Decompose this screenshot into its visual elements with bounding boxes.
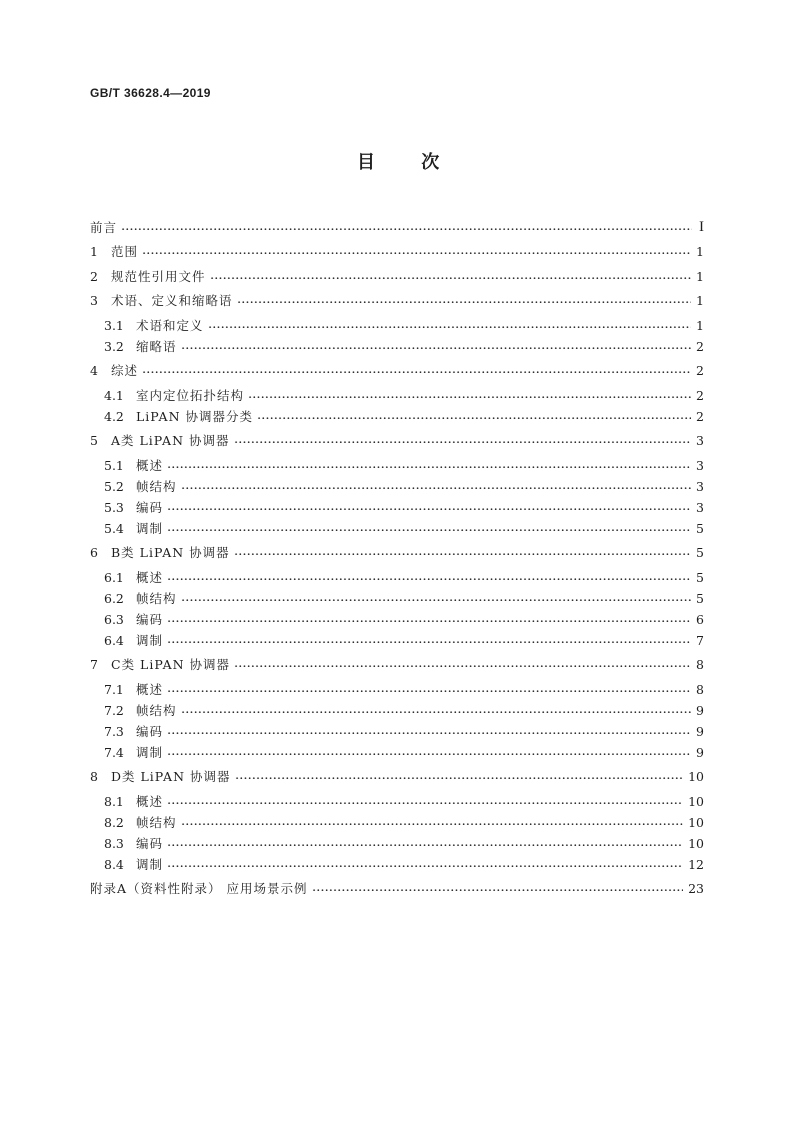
toc-entry-title: 编码: [136, 723, 164, 739]
toc-entry-6-3[interactable]: [90, 609, 704, 630]
leader-dots: [167, 679, 691, 700]
toc-entry-page: 5: [696, 545, 704, 560]
toc-entry-page: 5: [696, 520, 704, 536]
toc-entry-number: 4.2: [104, 408, 124, 424]
toc-entry-page: 3: [696, 499, 704, 515]
toc-entry-number: 7.2: [104, 702, 124, 718]
toc-entry-number: 5.3: [104, 499, 124, 515]
toc-entry-page: 23: [688, 881, 704, 896]
toc-entry-page: 9: [696, 744, 704, 760]
toc-entry-page: 12: [688, 856, 704, 872]
toc-entry-7[interactable]: [90, 654, 704, 675]
toc-entry-number: 8.1: [104, 793, 124, 809]
toc-entry-8[interactable]: [90, 766, 704, 787]
toc-entry-8-2[interactable]: [90, 812, 704, 833]
leader-dots: [142, 360, 691, 381]
toc-entry-title: 帧结构: [136, 702, 177, 718]
toc-entry-number: 8.2: [104, 814, 124, 830]
leader-dots: [237, 290, 692, 311]
toc-entry-number: 8.4: [104, 856, 124, 872]
toc-entry-title: B类 LiPAN 协调器: [111, 545, 230, 560]
toc-entry-number: 5.4: [104, 520, 124, 536]
toc-entry-8-1[interactable]: [90, 791, 704, 812]
toc-entry-number: 4: [90, 363, 98, 378]
toc-entry-title: 附录A（资料性附录） 应用场景示例: [90, 881, 308, 896]
toc-entry-number: 6: [90, 545, 98, 560]
toc-entry-title: 综述: [111, 363, 139, 378]
toc-entry-title: 概述: [136, 681, 164, 697]
leader-dots: [234, 654, 691, 675]
toc-entry-page: 7: [696, 632, 704, 648]
toc-entry-title: A类 LiPAN 协调器: [111, 433, 230, 448]
table-of-contents: [90, 217, 704, 900]
leader-dots: [167, 497, 691, 518]
toc-entry-title: 室内定位拓扑结构: [136, 387, 245, 403]
toc-entry-number: 7.3: [104, 723, 124, 739]
toc-entry-title: 调制: [136, 632, 164, 648]
toc-entry-page: 2: [696, 338, 704, 354]
toc-entry-title: LiPAN 协调器分类: [136, 408, 253, 424]
toc-entry-title: 编码: [136, 499, 164, 515]
toc-entry-number: 4.1: [104, 387, 124, 403]
leader-dots: [181, 812, 684, 833]
toc-entry-5[interactable]: [90, 430, 704, 451]
toc-entry-page: 8: [696, 681, 704, 697]
toc-entry-2[interactable]: [90, 266, 704, 287]
toc-entry-number: 2: [90, 268, 98, 284]
leader-dots: [248, 385, 691, 406]
leader-dots: [210, 266, 692, 287]
toc-entry-7-3[interactable]: [90, 721, 704, 742]
toc-entry-title: 编码: [136, 835, 164, 851]
toc-entry-title: 调制: [136, 744, 164, 760]
toc-entry-title: 概述: [136, 457, 164, 473]
toc-entry-number: 6.4: [104, 632, 124, 648]
toc-entry-number: 6.1: [104, 569, 124, 585]
toc-entry-8-3[interactable]: [90, 833, 704, 854]
toc-entry-number: 7: [90, 657, 98, 672]
leader-dots: [181, 476, 692, 497]
toc-entry-number: 7.1: [104, 681, 124, 697]
toc-entry-number: 7.4: [104, 744, 124, 760]
leader-dots: [167, 455, 691, 476]
leader-dots: [167, 630, 691, 651]
toc-entry-page: 6: [696, 611, 704, 627]
leader-dots: [167, 833, 683, 854]
leader-dots: [257, 406, 691, 427]
toc-entry-page: 1: [696, 268, 704, 284]
leader-dots: [181, 588, 692, 609]
toc-entry-number: 8.3: [104, 835, 124, 851]
toc-entry-number: 8: [90, 769, 98, 784]
toc-entry-title: D类 LiPAN 协调器: [111, 769, 231, 784]
toc-entry-number: 5: [90, 433, 98, 448]
toc-entry-page: 2: [696, 387, 704, 403]
leader-dots: [234, 430, 692, 451]
leader-dots: [208, 315, 692, 336]
toc-entry-4-1[interactable]: [90, 385, 704, 406]
toc-entry-5-4[interactable]: [90, 518, 704, 539]
toc-entry-number: 3: [90, 293, 98, 308]
toc-entry-8-4[interactable]: [90, 854, 704, 875]
leader-dots: [121, 217, 692, 238]
toc-entry-3-1[interactable]: [90, 315, 704, 336]
toc-entry-3[interactable]: [90, 290, 704, 311]
toc-entry-title: 概述: [136, 569, 164, 585]
toc-entry-3-2[interactable]: [90, 336, 704, 357]
toc-entry-page: 3: [696, 457, 704, 473]
toc-entry-title: C类 LiPAN 协调器: [111, 657, 231, 672]
toc-entry-page: 2: [696, 363, 704, 378]
toc-entry-title: 缩略语: [136, 338, 177, 354]
toc-entry-title: 调制: [136, 520, 164, 536]
leader-dots: [167, 567, 691, 588]
leader-dots: [312, 878, 684, 899]
toc-entry-foreword[interactable]: [90, 217, 704, 238]
toc-entry-6-4[interactable]: [90, 630, 704, 651]
toc-entry-title: 前言: [90, 219, 118, 235]
toc-entry-5-2[interactable]: [90, 476, 704, 497]
toc-entry-title: 规范性引用文件: [111, 268, 206, 284]
leader-dots: [167, 791, 683, 812]
toc-entry-1[interactable]: [90, 241, 704, 262]
standard-number: GB/T 36628.4—2019: [90, 86, 211, 100]
leader-dots: [167, 854, 683, 875]
toc-entry-page: 10: [688, 793, 704, 809]
toc-entry-title: 帧结构: [136, 590, 177, 606]
toc-entry-number: 3.2: [104, 338, 124, 354]
toc-entry-title: 帧结构: [136, 814, 177, 830]
leader-dots: [181, 700, 692, 721]
leader-dots: [167, 742, 691, 763]
toc-entry-appendix-a[interactable]: [90, 878, 704, 899]
toc-entry-number: 1: [90, 244, 98, 259]
toc-entry-6[interactable]: [90, 542, 704, 563]
toc-entry-page: 2: [696, 408, 704, 424]
toc-entry-number: 6.3: [104, 611, 124, 627]
leader-dots: [235, 766, 684, 787]
toc-entry-5-1[interactable]: [90, 455, 704, 476]
toc-entry-title: 范围: [111, 244, 139, 259]
toc-entry-page: 1: [696, 293, 704, 308]
toc-entry-page: 9: [696, 702, 704, 718]
leader-dots: [181, 336, 692, 357]
page-title: 目 次: [357, 152, 460, 173]
leader-dots: [142, 241, 691, 262]
toc-entry-4-2[interactable]: [90, 406, 704, 427]
toc-entry-page: 1: [696, 244, 704, 259]
leader-dots: [167, 518, 691, 539]
toc-entry-page: 5: [696, 569, 704, 585]
toc-entry-page: 3: [696, 433, 704, 448]
toc-entry-page: 8: [696, 657, 704, 672]
toc-entry-7-4[interactable]: [90, 742, 704, 763]
toc-entry-title: 帧结构: [136, 478, 177, 494]
toc-entry-page: 3: [696, 478, 704, 494]
toc-entry-number: 5.2: [104, 478, 124, 494]
toc-entry-title: 调制: [136, 856, 164, 872]
toc-entry-title: 概述: [136, 793, 164, 809]
leader-dots: [234, 542, 691, 563]
leader-dots: [167, 609, 691, 630]
toc-entry-title: 编码: [136, 611, 164, 627]
leader-dots: [167, 721, 691, 742]
toc-entry-4[interactable]: [90, 360, 704, 381]
toc-entry-page: 10: [688, 769, 704, 784]
toc-entry-page: 10: [688, 835, 704, 851]
toc-entry-page: 1: [696, 317, 704, 333]
toc-entry-5-3[interactable]: [90, 497, 704, 518]
toc-entry-number: 3.1: [104, 317, 124, 333]
toc-entry-page: I: [699, 218, 704, 235]
toc-entry-6-2[interactable]: [90, 588, 704, 609]
toc-entry-title: 术语、定义和缩略语: [111, 293, 233, 308]
toc-entry-6-1[interactable]: [90, 567, 704, 588]
toc-entry-page: 10: [688, 814, 704, 830]
toc-entry-number: 6.2: [104, 590, 124, 606]
toc-entry-page: 5: [696, 590, 704, 606]
toc-entry-page: 9: [696, 723, 704, 739]
toc-entry-title: 术语和定义: [136, 317, 204, 333]
toc-entry-7-2[interactable]: [90, 700, 704, 721]
toc-entry-7-1[interactable]: [90, 679, 704, 700]
toc-entry-number: 5.1: [104, 457, 124, 473]
